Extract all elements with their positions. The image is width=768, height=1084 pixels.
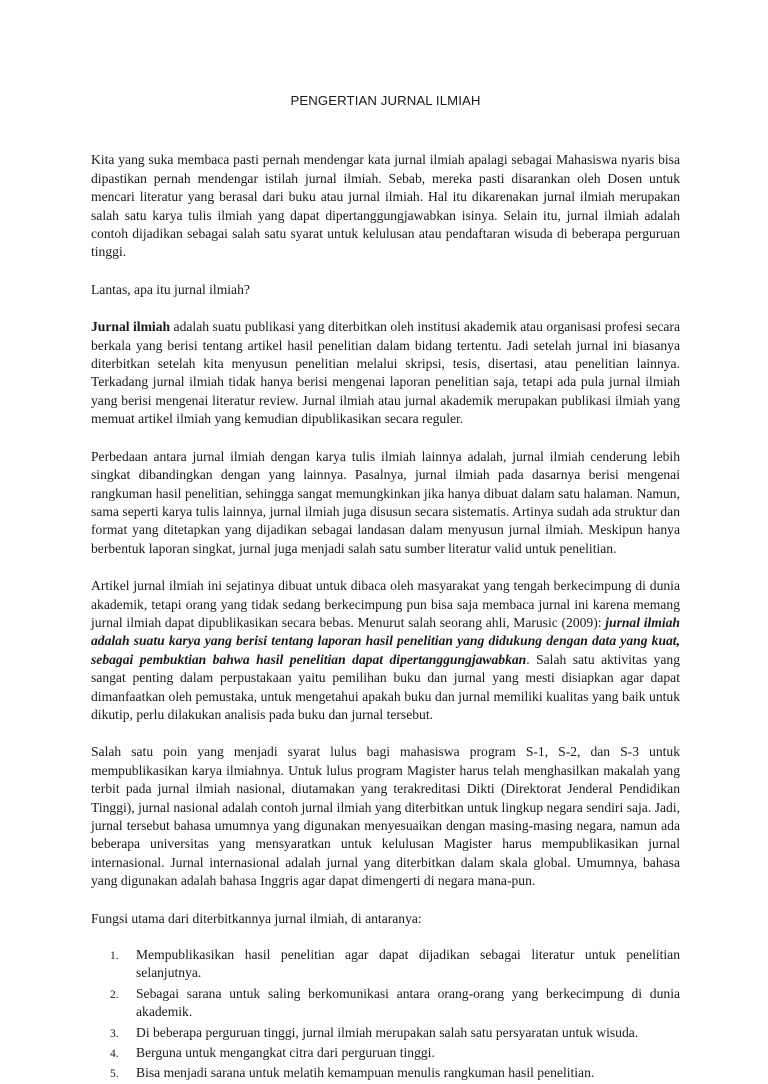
function-list	[91, 946, 680, 1083]
list-item	[110, 985, 680, 1022]
paragraph-definition	[91, 318, 680, 428]
article-text-before: Artikel jurnal ilmiah ini sejatinya dibuat untuk dibaca oleh masyarakat yang tengah berkecimpung di dunia akademik, tetapi orang yang tidak sedang berkecimpung pun bisa saja membaca jurnal ini karena memang jurnal ilmiah dapat dipublikasikan secara bebas. Menurut salah seorang ahli, Marusic (2009):	[91, 578, 680, 630]
list-item	[110, 1044, 680, 1062]
document-title: PENGERTIAN JURNAL ILMIAH	[290, 93, 481, 108]
article-text-after: . Salah satu aktivitas yang sangat penting dalam perpustakaan yaitu pemilihan buku dan jurnal yang mesti disiapkan agar dapat dimanfaatkan oleh pemustaka, untuk mengetahui apakah buku dan jurnal memiliki kualitas yang baik untuk dikutip, perlu dilakukan analisis pada buku dan jurnal tersebut.	[91, 651, 680, 722]
list-number: 4.	[110, 1048, 119, 1061]
paragraph-intro: Kita yang suka membaca pasti pernah mendengar kata jurnal ilmiah apalagi sebagai Mahasiswa nyaris bisa dipastikan pernah mendengar istilah jurnal ilmiah. Sebab, mereka pasti disarankan oleh Dosen untuk mencari literatur yang berasal dari buku atau jurnal ilmiah. Hal itu dikarenakan jurnal ilmiah merupakan salah satu karya tulis ilmiah yang dapat dipertanggungjawabkan isinya. Selain itu, jurnal ilmiah adalah contoh dijadikan sebagai salah satu syarat untuk kelulusan atau pendaftaran wisuda di beberapa perguruan tinggi.	[91, 152, 680, 260]
list-item	[110, 946, 680, 983]
list-item-text: Bisa menjadi sarana untuk melatih kemampuan menulis rangkuman hasil penelitian.	[136, 1065, 595, 1081]
paragraph-question: Lantas, apa itu jurnal ilmiah?	[91, 281, 250, 297]
paragraph-difference: Perbedaan antara jurnal ilmiah dengan karya tulis ilmiah lainnya adalah, jurnal ilmiah cenderung lebih singkat dibandingkan dengan yang lainnya. Pasalnya, jurnal ilmiah pada dasarnya berisi mengenai rangkuman hasil penelitian, sehingga sangat memungkinkan jika hanya dibuat dalam satu halaman. Namun, sama seperti karya tulis lainnya, jurnal ilmiah juga disusun secara sistematis. Artinya sudah ada struktur dan format yang ditetapkan yang dijadikan sebagai landasan dalam menyusun jurnal ilmiah. Meskipun hanya berbentuk laporan singkat, jurnal juga menjadi salah satu sumber literatur valid untuk penelitian.	[91, 448, 680, 556]
list-item-text: Berguna untuk mengangkat citra dari perguruan tinggi.	[136, 1045, 435, 1061]
list-number: 1.	[110, 950, 119, 963]
list-item-text: Mempublikasikan hasil penelitian agar dapat dijadikan sebagai literatur untuk penelitian selanjutnya.	[136, 947, 680, 981]
list-item	[110, 1064, 680, 1082]
list-number: 5.	[110, 1068, 119, 1081]
list-number: 3.	[110, 1027, 119, 1040]
paragraph-article	[91, 577, 680, 724]
list-item-text: Sebagai sarana untuk saling berkomunikasi antara orang-orang yang berkecimpung di dunia akademik.	[136, 985, 680, 1020]
term-jurnal-ilmiah: Jurnal ilmiah	[91, 319, 171, 335]
definition-text: adalah suatu publikasi yang diterbitkan oleh institusi akademik atau organisasi profesi secara berkala yang berisi tentang artikel hasil penelitian dalam bidang tertentu. Jadi setelah jurnal ini biasanya diterbitkan setelah kita menyusun penelitian melalui skripsi, tesis, disertasi, atau penelitian lainnya. Terkadang jurnal ilmiah tidak hanya berisi mengenai laporan penelitian saja, tetapi ada pula jurnal ilmiah yang berisi mengenai literatur review. Jurnal ilmiah atau jurnal akademik merupakan publikasi ilmiah yang memuat artikel ilmiah yang kemudian dipublikasikan secara reguler.	[91, 319, 680, 427]
list-number: 2.	[110, 988, 119, 1001]
list-intro: Fungsi utama dari diterbitkannya jurnal ilmiah, di antaranya:	[91, 910, 422, 926]
list-item	[110, 1024, 680, 1042]
paragraph-requirement: Salah satu poin yang menjadi syarat lulus bagi mahasiswa program S-1, S-2, dan S-3 untuk mempublikasikan karya ilmiahnya. Untuk lulus program Magister harus telah menghasilkan makalah yang terbit pada jurnal ilmiah nasional, diutamakan yang terakreditasi Dikti (Direktorat Jenderal Pendidikan Tinggi), jurnal nasional adalah contoh jurnal ilmiah yang diterbitkan untuk lingkup negara sendiri saja. Jadi, jurnal tersebut bahasa umumnya yang digunakan menyesuaikan dengan masing-masing negara, namun ada beberapa universitas yang mensyaratkan untuk kelulusan Magister harus mempublikasikan jurnal internasional. Jurnal internasional adalah jurnal yang diterbitkan dalam skala global. Umumnya, bahasa yang digunakan adalah bahasa Inggris agar dapat dimengerti di negara mana-pun.	[91, 744, 680, 889]
marusic-quote: jurnal ilmiah adalah suatu karya yang berisi tentang laporan hasil penelitian yang didukung dengan data yang kuat, sebagai pembuktian bahwa hasil penelitian dapat dipertanggungjawabkan	[91, 614, 680, 667]
list-item-text: Di beberapa perguruan tinggi, jurnal ilmiah merupakan salah satu persyaratan untuk wisuda.	[136, 1024, 639, 1040]
